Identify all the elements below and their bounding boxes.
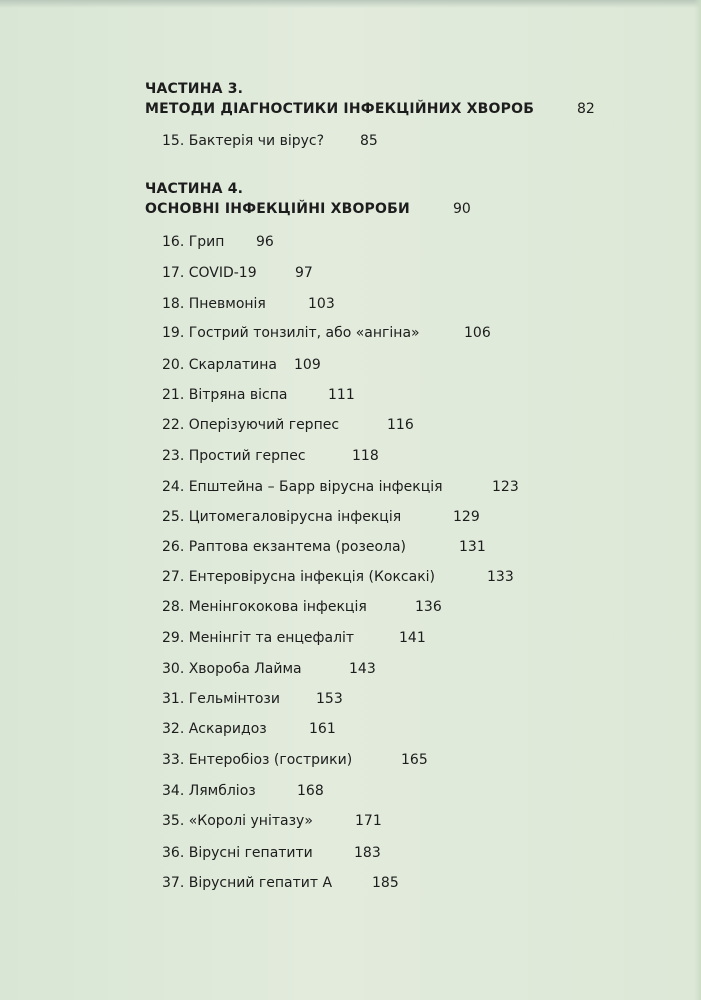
chapter-title: 19. Гострий тонзиліт, або «ангіна»	[162, 325, 420, 341]
chapter-title: 24. Епштейна – Барр вірусна інфекція	[162, 479, 443, 495]
chapter-page-number: 161	[309, 721, 336, 737]
chapter-34-entry	[162, 780, 324, 802]
part-4-label: ЧАСТИНА 4.	[145, 181, 244, 197]
chapter-page-number: 153	[316, 691, 343, 707]
chapter-title: 36. Вірусні гепатити	[162, 845, 313, 861]
chapter-26-entry	[162, 536, 486, 558]
chapter-page-number: 129	[453, 509, 480, 525]
chapter-title: 30. Хвороба Лайма	[162, 661, 302, 677]
chapter-page-number: 123	[492, 479, 519, 495]
chapter-23-entry	[162, 445, 379, 467]
part-4-page-number: 90	[453, 201, 471, 217]
chapter-page-number: 185	[372, 875, 399, 891]
chapter-page-number: 133	[487, 569, 514, 585]
part-4-heading	[145, 179, 410, 219]
chapter-page-number: 183	[354, 845, 381, 861]
chapter-35-entry	[162, 810, 382, 832]
chapter-19-entry	[162, 322, 491, 344]
part-3-title: МЕТОДИ ДІАГНОСТИКИ ІНФЕКЦІЙНИХ ХВОРОБ	[145, 101, 535, 117]
chapter-33-entry	[162, 749, 428, 771]
chapter-title: 22. Оперізуючий герпес	[162, 417, 340, 433]
chapter-page-number: 111	[328, 387, 355, 403]
chapter-page-number: 131	[459, 539, 486, 555]
chapter-title: 15. Бактерія чи вірус?	[162, 133, 325, 149]
chapter-title: 29. Менінгіт та енцефаліт	[162, 630, 355, 646]
chapter-title: 35. «Королі унітазу»	[162, 813, 313, 829]
chapter-title: 28. Менінгококова інфекція	[162, 599, 367, 615]
chapter-37-entry	[162, 872, 399, 894]
chapter-21-entry	[162, 384, 355, 406]
chapter-title: 26. Раптова екзантема (розеола)	[162, 539, 407, 555]
chapter-page-number: 168	[297, 783, 324, 799]
chapter-page-number: 85	[360, 133, 378, 149]
scan-shadow-top	[0, 0, 701, 8]
chapter-22-entry	[162, 414, 414, 436]
chapter-page-number: 136	[415, 599, 442, 615]
chapter-title: 17. COVID-19	[162, 265, 257, 281]
chapter-31-entry	[162, 688, 343, 710]
chapter-page-number: 141	[399, 630, 426, 646]
chapter-29-entry	[162, 627, 426, 649]
part-3-page-number: 82	[577, 101, 595, 117]
chapter-title: 37. Вірусний гепатит А	[162, 875, 333, 891]
chapter-28-entry	[162, 596, 442, 618]
scan-shadow-right	[694, 0, 701, 1000]
chapter-title: 32. Аскаридоз	[162, 721, 267, 737]
chapter-title: 16. Грип	[162, 234, 225, 250]
chapter-20-entry	[162, 354, 321, 376]
chapter-title: 23. Простий герпес	[162, 448, 306, 464]
chapter-page-number: 118	[352, 448, 379, 464]
part-3-label: ЧАСТИНА 3.	[145, 81, 244, 97]
part-3-heading	[145, 79, 534, 119]
chapter-25-entry	[162, 506, 480, 528]
chapter-page-number: 106	[464, 325, 491, 341]
chapter-title: 25. Цитомегаловірусна інфекція	[162, 509, 402, 525]
chapter-page-number: 143	[349, 661, 376, 677]
chapter-title: 20. Скарлатина	[162, 357, 277, 373]
chapter-16-entry	[162, 231, 274, 253]
chapter-page-number: 103	[308, 296, 335, 312]
chapter-36-entry	[162, 842, 381, 864]
chapter-page-number: 116	[387, 417, 414, 433]
chapter-24-entry	[162, 476, 519, 498]
chapter-32-entry	[162, 718, 336, 740]
chapter-15-entry	[162, 130, 378, 152]
chapter-title: 18. Пневмонія	[162, 296, 266, 312]
chapter-page-number: 171	[355, 813, 382, 829]
chapter-title: 27. Ентеровірусна інфекція (Коксакі)	[162, 569, 436, 585]
chapter-page-number: 97	[295, 265, 313, 281]
chapter-page-number: 96	[256, 234, 274, 250]
chapter-18-entry	[162, 293, 335, 315]
chapter-page-number: 165	[401, 752, 428, 768]
chapter-title: 31. Гельмінтози	[162, 691, 280, 707]
part-4-title: ОСНОВНІ ІНФЕКЦІЙНІ ХВОРОБИ	[145, 201, 410, 217]
chapter-27-entry	[162, 566, 514, 588]
chapter-title: 33. Ентеробіоз (гострики)	[162, 752, 353, 768]
chapter-page-number: 109	[294, 357, 321, 373]
chapter-30-entry	[162, 658, 376, 680]
chapter-title: 34. Лямбліоз	[162, 783, 256, 799]
chapter-title: 21. Вітряна віспа	[162, 387, 288, 403]
chapter-17-entry	[162, 262, 313, 284]
